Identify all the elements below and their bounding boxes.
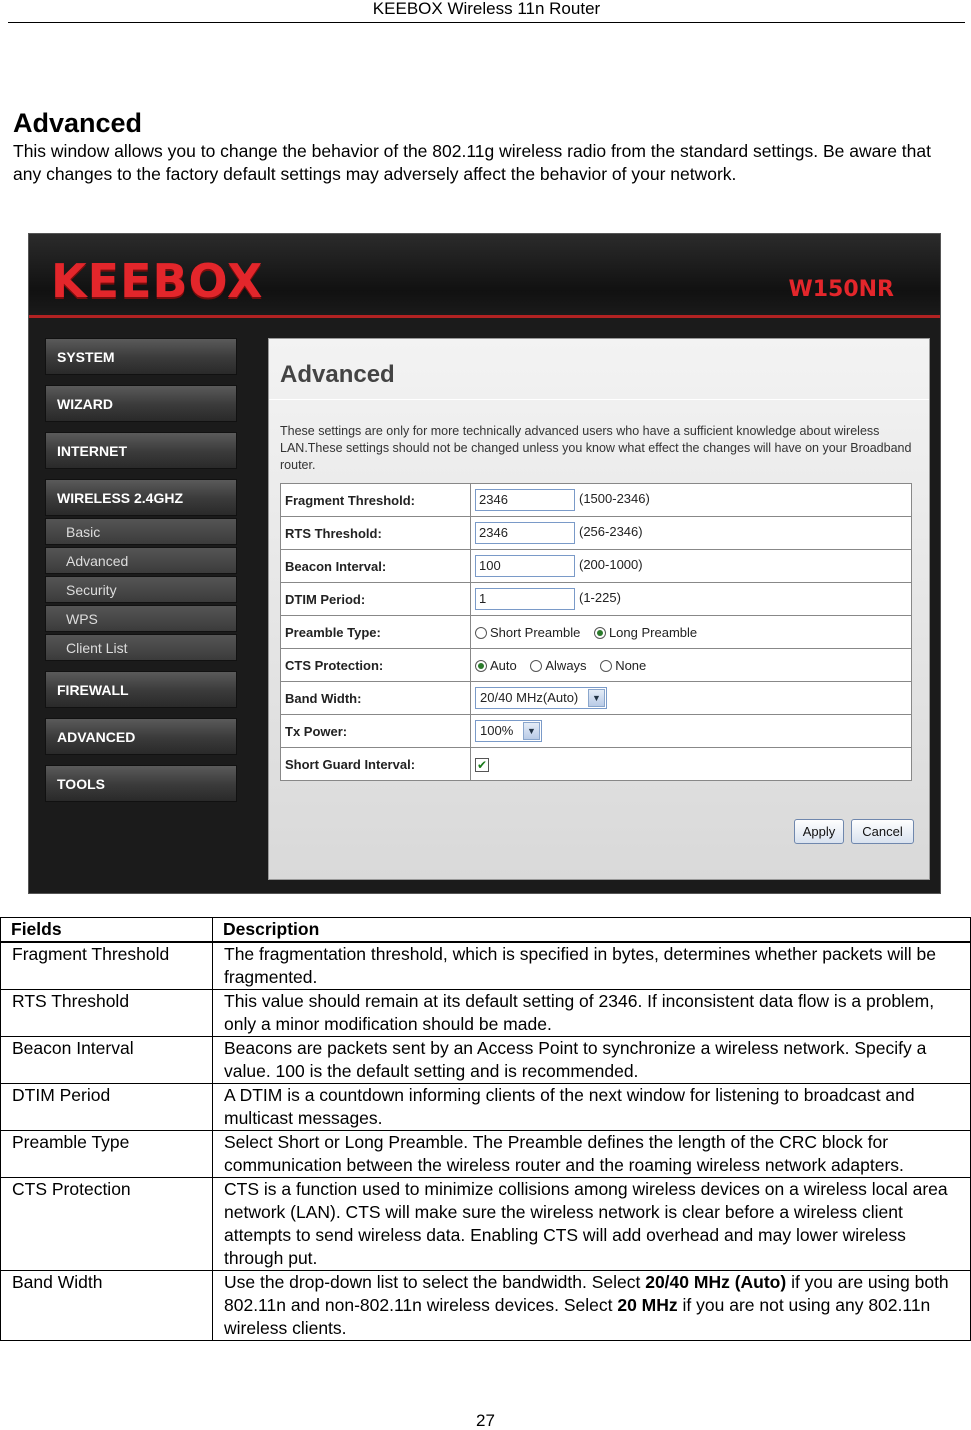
cts-none-radio[interactable]: [600, 660, 612, 672]
beacon-interval-range: (200-1000): [579, 557, 643, 573]
beacon-interval-input[interactable]: 100: [475, 555, 575, 577]
field-name: CTS Protection: [1, 1178, 213, 1271]
fragment-threshold-input[interactable]: 2346: [475, 489, 575, 511]
table-row: [1, 1178, 971, 1271]
long-preamble-label: Long Preamble: [608, 625, 698, 641]
cts-none-label: None: [615, 658, 647, 674]
router-screenshot: [28, 233, 941, 894]
nav-system[interactable]: SYSTEM: [45, 338, 237, 375]
desc-text: Use the drop-down list to select the bandwidth. Select: [224, 1272, 646, 1292]
nav-advanced[interactable]: ADVANCED: [45, 718, 237, 755]
field-description: This value should remain at its default setting of 2346. If inconsistent data flow is a problem, only a minor modification should be made.: [213, 990, 971, 1037]
model-name: W150NR: [788, 277, 894, 302]
tx-power-select[interactable]: [475, 720, 542, 742]
short-guard-interval-checkbox[interactable]: ✔: [476, 757, 488, 772]
short-guard-interval-label: Short Guard Interval:: [281, 748, 471, 781]
cts-auto-label: Auto: [490, 658, 517, 674]
chevron-down-icon: ▼: [588, 689, 605, 707]
short-preamble-radio[interactable]: [475, 627, 487, 639]
page-number: 27: [476, 1411, 495, 1430]
nav-sub-advanced[interactable]: Advanced: [45, 547, 237, 574]
table-row: [1, 990, 971, 1037]
nav-sub-basic[interactable]: Basic: [45, 518, 237, 545]
preamble-type-label: Preamble Type:: [281, 616, 471, 649]
col-fields: Fields: [1, 918, 213, 943]
panel-divider: [269, 399, 929, 400]
band-width-label: Band Width:: [281, 682, 471, 715]
fragment-threshold-range: (1500-2346): [579, 491, 650, 507]
banner: [29, 234, 941, 318]
short-preamble-label: Short Preamble: [490, 625, 581, 641]
row-beacon-interval: [281, 550, 912, 583]
row-band-width: [281, 682, 912, 715]
tx-power-label: Tx Power:: [281, 715, 471, 748]
panel-description: These settings are only for more technically advanced users who have a sufficient knowledge about wireless LAN.These settings should not be changed unless you know what effect the changes will have on your Broadband router.: [280, 424, 912, 472]
nav-internet[interactable]: INTERNET: [45, 432, 237, 469]
band-width-value: 20/40 MHz(Auto): [480, 690, 579, 705]
field-name: Band Width: [1, 1271, 213, 1341]
nav-firewall[interactable]: FIREWALL: [45, 671, 237, 708]
rts-threshold-input[interactable]: 2346: [475, 522, 575, 544]
band-width-select[interactable]: [475, 687, 607, 709]
field-description: A DTIM is a countdown informing clients of the next window for listening to broadcast and multicast messages.: [213, 1084, 971, 1131]
nav-wireless[interactable]: WIRELESS 2.4GHZ: [45, 479, 237, 516]
field-name: Preamble Type: [1, 1131, 213, 1178]
table-row: [1, 1271, 971, 1341]
sidebar-nav: [45, 338, 237, 812]
field-description: Select Short or Long Preamble. The Preamble defines the length of the CRC block for communication between the wireless router and the roaming wireless network adapters.: [213, 1131, 971, 1178]
section-intro: This window allows you to change the behavior of the 802.11g wireless radio from the standard settings. Be aware that any changes to the factory default settings may adversely affect the behavior of your network.: [13, 141, 931, 184]
rts-threshold-label: RTS Threshold:: [281, 517, 471, 550]
fields-table: [0, 917, 971, 1341]
col-description: Description: [213, 918, 971, 943]
row-fragment-threshold: [281, 484, 912, 517]
dtim-period-input[interactable]: 1: [475, 588, 575, 610]
cts-always-radio[interactable]: [530, 660, 542, 672]
settings-table: [280, 483, 912, 781]
desc-text: if you are using both 802.11n and non-802.11n wireless devices. Select: [224, 1272, 949, 1315]
row-tx-power: [281, 715, 912, 748]
fields-table-header: [1, 918, 971, 943]
cancel-button[interactable]: Cancel: [851, 819, 914, 844]
field-name: Beacon Interval: [1, 1037, 213, 1084]
chevron-down-icon: ▼: [523, 722, 540, 740]
field-name: Fragment Threshold: [1, 942, 213, 990]
nav-sub-security[interactable]: Security: [45, 576, 237, 603]
panel-title: Advanced: [280, 361, 395, 388]
section-title: Advanced: [13, 108, 143, 138]
field-description: Beacons are packets sent by an Access Point to synchronize a wireless network. Specify a value. 100 is the default setting and is recommended.: [213, 1037, 971, 1084]
beacon-interval-label: Beacon Interval:: [281, 550, 471, 583]
nav-sub-client-list[interactable]: Client List: [45, 634, 237, 661]
running-header: KEEBOX Wireless 11n Router: [8, 0, 965, 23]
rts-threshold-range: (256-2346): [579, 524, 643, 540]
apply-button[interactable]: Apply: [794, 819, 844, 844]
nav-wizard[interactable]: WIZARD: [45, 385, 237, 422]
dtim-period-label: DTIM Period:: [281, 583, 471, 616]
field-description: CTS is a function used to minimize collisions among wireless devices on a wireless local area network (LAN). CTS will make sure the wireless network is clear before a wireless client attempts to send wireless data. Enabling CTS will add overhead and may lower wireless through put.: [213, 1178, 971, 1271]
row-dtim-period: [281, 583, 912, 616]
fragment-threshold-label: Fragment Threshold:: [281, 484, 471, 517]
desc-bold-auto: 20/40 MHz (Auto): [645, 1272, 787, 1292]
dtim-period-range: (1-225): [579, 590, 621, 606]
field-description: The fragmentation threshold, which is specified in bytes, determines whether packets will be fragmented.: [213, 942, 971, 990]
table-row: [1, 1131, 971, 1178]
long-preamble-radio[interactable]: [594, 627, 606, 639]
field-description: [213, 1271, 971, 1341]
cts-protection-label: CTS Protection:: [281, 649, 471, 682]
row-preamble-type: [281, 616, 912, 649]
row-cts-protection: [281, 649, 912, 682]
row-short-guard-interval: [281, 748, 912, 781]
table-row: [1, 942, 971, 990]
field-name: DTIM Period: [1, 1084, 213, 1131]
nav-tools[interactable]: TOOLS: [45, 765, 237, 802]
cts-always-label: Always: [545, 658, 587, 674]
desc-bold-20mhz: 20 MHz: [617, 1295, 678, 1315]
keebox-logo: KEEBOX: [51, 254, 264, 308]
table-row: [1, 1084, 971, 1131]
table-row: [1, 1037, 971, 1084]
field-name: RTS Threshold: [1, 990, 213, 1037]
desc-text: if you are not using any 802.11n wireless clients.: [224, 1295, 931, 1338]
settings-panel: [268, 338, 930, 880]
cts-auto-radio[interactable]: [475, 660, 487, 672]
row-rts-threshold: [281, 517, 912, 550]
tx-power-value: 100%: [480, 723, 514, 738]
nav-sub-wps[interactable]: WPS: [45, 605, 237, 632]
